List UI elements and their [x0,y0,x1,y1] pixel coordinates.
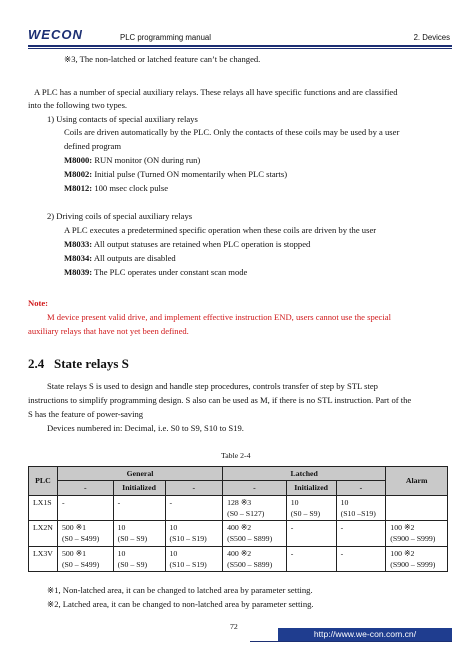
header-rule [28,45,452,47]
manual-title: PLC programming manual [120,33,212,42]
cell: 100 ※2 (S900 – S999) [386,521,448,547]
relay-code: M8034: [64,253,93,263]
table-row [29,521,448,547]
intro-line-1: A PLC has a number of special auxiliary relays. These relays all have specific functions and are classified [34,87,398,97]
item2-entry [64,238,310,250]
footnote-2: ※2, Latched area, it can be changed to non-latched area by parameter setting. [47,599,314,609]
header-rule-thin [28,48,452,49]
cell: 500 ※1 (S0 – S499) [57,546,113,572]
cell: 10 (S10 – S19) [165,546,223,572]
table-caption: Table 2-4 [221,451,251,460]
cell: 400 ※2 (S500 – S899) [223,521,287,547]
note-label: Note: [28,298,49,308]
table-subheader-row [29,481,448,495]
item1-entry [64,182,168,194]
item2-desc: A PLC executes a predetermined specific operation when these coils are driven by the user [64,225,377,235]
relay-code: M8002: [64,169,93,179]
table-row [29,546,448,572]
cell: 10 (S0 – S9) [113,521,165,547]
cell: - [57,495,113,521]
item1-desc-2: defined program [64,141,122,151]
intro-line-2: into the following two types. [28,100,128,110]
footer-rule [250,641,452,642]
cell: 500 ※1 (S0 – S499) [57,521,113,547]
item2-title: 2) Driving coils of special auxiliary relays [47,211,193,221]
item1-desc-1: Coils are driven automatically by the PLC. Only the contacts of these coils may be used by a user [64,127,400,137]
item1-title: 1) Using contacts of special auxiliary relays [47,114,198,124]
relay-code: M8000: [64,155,93,165]
wecon-logo: WECON [28,27,83,42]
relay-desc: Initial pulse (Turned ON momentarily when PLC starts) [92,169,288,179]
page-number: 72 [230,622,238,631]
state-line-2: instructions to simplify programming design. S also can be used as M, if there is no STL instruction. Part of the [28,395,412,405]
relay-desc: 100 msec clock pulse [92,183,169,193]
cell: - [286,521,336,547]
header-plc: PLC [29,467,58,496]
relay-code: M8039: [64,267,93,277]
cell: 10 (S10 – S19) [165,521,223,547]
cell-plc: LX1S [29,495,58,521]
header-latched: Latched [223,467,386,481]
relay-code: M8033: [64,239,93,249]
header-general: General [57,467,222,481]
state-relay-table [28,466,448,572]
note3-text: ※3, The non-latched or latched feature can’t be changed. [64,54,261,64]
table-header-row [29,467,448,481]
section-number: 2.4 [28,356,45,371]
cell: 400 ※2 (S500 – S899) [223,546,287,572]
subheader-dash: - [336,481,386,495]
state-line-1: State relays S is used to design and handle step procedures, controls transfer of step by STL step [47,381,378,391]
cell-plc: LX3V [29,546,58,572]
cell: 10 (S0 – S9) [113,546,165,572]
state-line-3: S has the feature of power-saving [28,409,144,419]
subheader-initialized: Initialized [286,481,336,495]
table-row [29,495,448,521]
relay-desc: All output statuses are retained when PLC operation is stopped [92,239,311,249]
cell [386,495,448,521]
subheader-initialized: Initialized [113,481,165,495]
cell: - [165,495,223,521]
note-line-2: auxiliary relays that have not yet been defined. [28,326,189,336]
item1-entry [64,168,287,180]
subheader-dash: - [165,481,223,495]
cell-plc: LX2N [29,521,58,547]
section-title: State relays S [54,356,129,371]
item1-entry [64,154,200,166]
relay-desc: The PLC operates under constant scan mode [92,267,248,277]
relay-desc: All outputs are disabled [92,253,176,263]
cell: 10 (S10 –S19) [336,495,386,521]
section-heading [28,355,129,373]
cell: - [336,521,386,547]
header-alarm: Alarm [386,467,448,496]
item2-entry [64,266,247,278]
cell: - [113,495,165,521]
subheader-dash: - [223,481,287,495]
cell: 100 ※2 (S900 – S999) [386,546,448,572]
chapter-title: 2. Devices [413,33,450,42]
cell: 10 (S0 – S9) [286,495,336,521]
cell: - [286,546,336,572]
note-line-1: M device present valid drive, and implement effective instruction END, users cannot use the special [47,312,391,322]
website-link[interactable]: http://www.we-con.com.cn/ [278,628,452,641]
page-header [28,27,452,46]
subheader-dash: - [57,481,113,495]
relay-desc: RUN monitor (ON during run) [92,155,201,165]
cell: - [336,546,386,572]
footnote-1: ※1, Non-latched area, it can be changed to latched area by parameter setting. [47,585,313,595]
state-line-4: Devices numbered in: Decimal, i.e. S0 to S9, S10 to S19. [47,423,244,433]
cell: 128 ※3 (S0 – S127) [223,495,287,521]
item2-entry [64,252,176,264]
relay-code: M8012: [64,183,93,193]
